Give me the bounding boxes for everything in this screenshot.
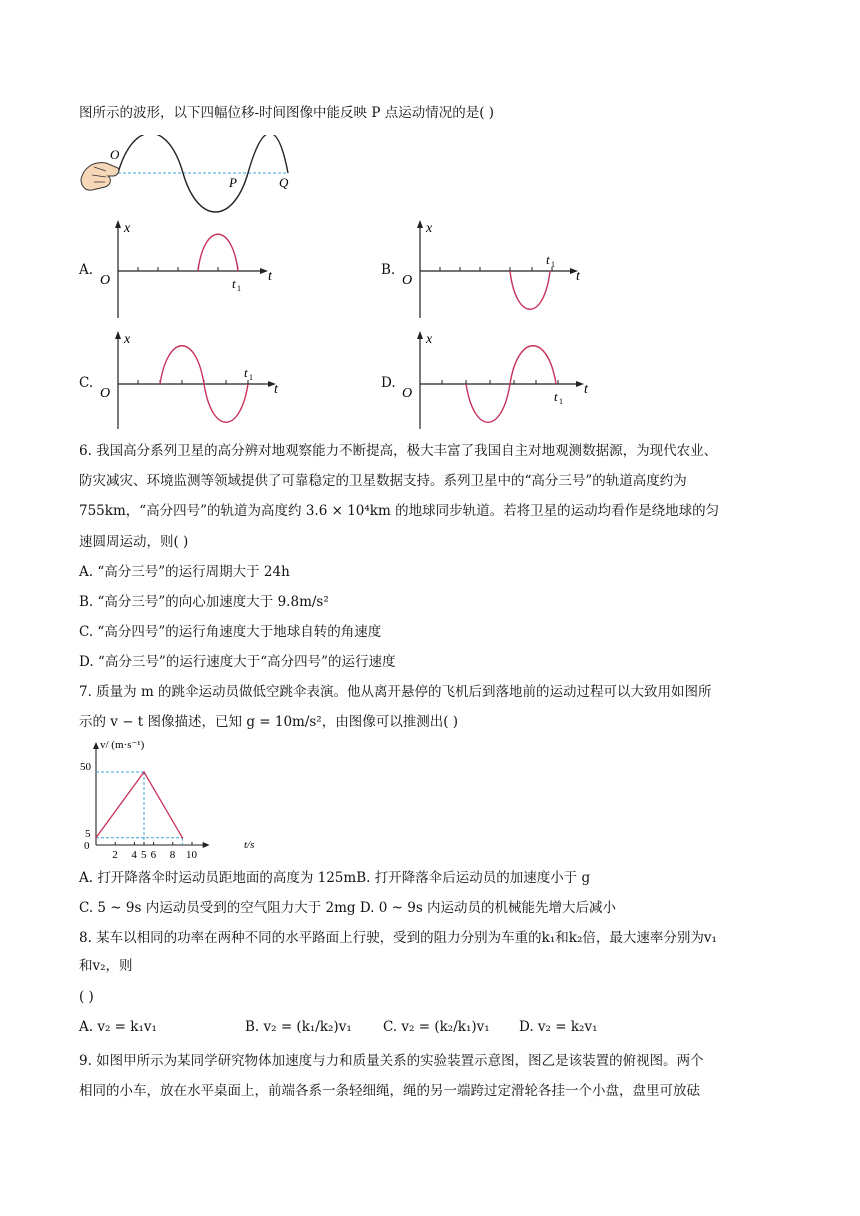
q5-graph-c (96, 329, 296, 434)
vt-x-arrow (203, 842, 210, 848)
svg-text:O: O (100, 273, 111, 288)
q8-option-c: C. v₂ = (k₂/k₁)v₁ (383, 1019, 490, 1035)
vt-x-tick-label-8: 8 (169, 849, 176, 860)
q7-options-cd: C. 5 ~ 9s 内运动员受到的空气阻力大于 2mg D. 0 ~ 9s 内运动员的机械能先增大后减小 (79, 900, 617, 916)
vt-xlabel: t/s (244, 839, 255, 851)
q8-line-1: 8. 某车以相同的功率在两种不同的水平路面上行驶，受到的阻力分别为车重的k₁和k₂倍，最大速率分别为v₁ (79, 930, 717, 946)
vt-series-line (96, 772, 182, 838)
q7-options-ab: A. 打开降落伞时运动员距地面的高度为 125mB. 打开降落伞后运动员的加速度小于 g (79, 870, 591, 886)
vt-series (95, 771, 183, 838)
svg-text:t: t (554, 389, 558, 404)
svg-text:t: t (268, 269, 272, 284)
q8-option-b: B. v₂ = (k₁/k₂)v₁ (245, 1019, 352, 1035)
wave-label-p: P (229, 175, 237, 190)
q6-line-4: 速圆周运动，则( ) (79, 534, 189, 550)
svg-text:t: t (576, 269, 580, 284)
vt-point-2 (182, 837, 184, 839)
svg-text:1: 1 (559, 397, 563, 406)
q6-line-1: 6. 我国高分系列卫星的高分辨对地观察能力不断提高，极大丰富了我国自主对地观测数据源，为现代农业、 (79, 443, 718, 459)
q6-option-b: B. “高分三号”的向心加速度大于 9.8m/s² (79, 594, 329, 610)
q6-option-d: D. “高分三号”的运行速度大于“高分四号”的运行速度 (79, 654, 396, 670)
q6-option-c: C. “高分四号”的运行角速度大于地球自转的角速度 (79, 624, 382, 640)
q7-line-2: 示的 v − t 图像描述，已知 g = 10m/s²，由图像可以推测出( ) (79, 714, 459, 730)
hand-icon (81, 163, 119, 191)
svg-text:1: 1 (237, 284, 241, 293)
q6-line-3: 755km，“高分四号”的轨道为高度约 3.6 × 10⁴km 的地球同步轨道。若将卫星的运动均看作是绕地球的匀 (79, 503, 720, 519)
vt-ylabel: v/ (m·s⁻¹) (100, 739, 145, 751)
vt-x-tick-label-10: 10 (186, 849, 197, 860)
svg-text:t: t (546, 252, 550, 267)
vt-guides (96, 772, 182, 845)
vt-x-tick-label-2: 2 (112, 849, 118, 860)
svg-text:x: x (426, 221, 433, 236)
svg-text:O: O (402, 273, 413, 288)
vt-chart (78, 736, 278, 860)
q7-line-1: 7. 质量为 m 的跳伞运动员做低空跳伞表演。他从离开悬停的飞机后到落地前的运动过程可以大致用如图所 (79, 684, 712, 700)
svg-text:1: 1 (249, 373, 253, 382)
q8-line-2: 和v₂，则 (79, 958, 133, 974)
q5-option-b-label: B. (381, 262, 396, 278)
wave-label-o: O (110, 147, 120, 162)
svg-text:t: t (584, 382, 588, 397)
svg-text:t: t (244, 365, 248, 380)
q5-graph-b (398, 218, 588, 323)
q5-option-d-label: D. (381, 375, 396, 391)
vt-y-tick-50: 50 (80, 761, 91, 773)
svg-text:x: x (124, 332, 131, 347)
svg-text:t: t (232, 276, 236, 291)
svg-text:O: O (402, 386, 413, 401)
vt-y-tick-5: 5 (85, 828, 91, 840)
svg-text:x: x (124, 221, 131, 236)
wave-figure (78, 135, 310, 215)
svg-text:1: 1 (551, 260, 555, 269)
wave-label-q: Q (279, 175, 289, 190)
q5-option-c-label: C. (79, 375, 94, 391)
q8-option-a: A. v₂ = k₁v₁ (79, 1019, 157, 1035)
vt-x-tick-label-6: 6 (150, 849, 157, 860)
q6-line-2: 防灾减灾、环境监测等领域提供了可靠稳定的卫星数据支持。系列卫星中的“高分三号”的轨道高度约为 (79, 473, 687, 489)
q5-stem-tail: 图所示的波形，以下四幅位移-时间图像中能反映 P 点运动情况的是( ) (79, 105, 495, 121)
vt-axes (93, 742, 210, 848)
q9-line-1: 9. 如图甲所示为某同学研究物体加速度与力和质量关系的实验装置示意图，图乙是该装置的俯视图。两个 (79, 1053, 704, 1069)
svg-text:t: t (274, 382, 278, 397)
q8-line-3: ( ) (79, 989, 94, 1005)
q8-option-d: D. v₂ = k₂v₁ (519, 1019, 598, 1035)
q5-graph-b-curve (510, 271, 550, 309)
vt-point-0 (95, 837, 97, 839)
vt-point-1 (143, 771, 145, 773)
q5-graph-a-curve (198, 234, 238, 271)
q5-graph-a (96, 218, 286, 323)
svg-text:O: O (100, 386, 111, 401)
vt-x-tick-label-5: 5 (141, 849, 147, 860)
vt-x-tick-label-4: 4 (131, 849, 137, 860)
svg-text:x: x (426, 332, 433, 347)
q9-line-2: 相同的小车，放在水平桌面上，前端各系一条轻细绳，绳的另一端跨过定滑轮各挂一个小盘，盘里可放砝 (79, 1083, 700, 1099)
q5-option-a-label: A. (79, 262, 94, 278)
vt-origin: 0 (84, 840, 90, 852)
q6-option-a: A. “高分三号”的运行周期大于 24h (79, 564, 290, 580)
q5-graph-d (398, 329, 598, 434)
vt-y-arrow (93, 742, 99, 749)
